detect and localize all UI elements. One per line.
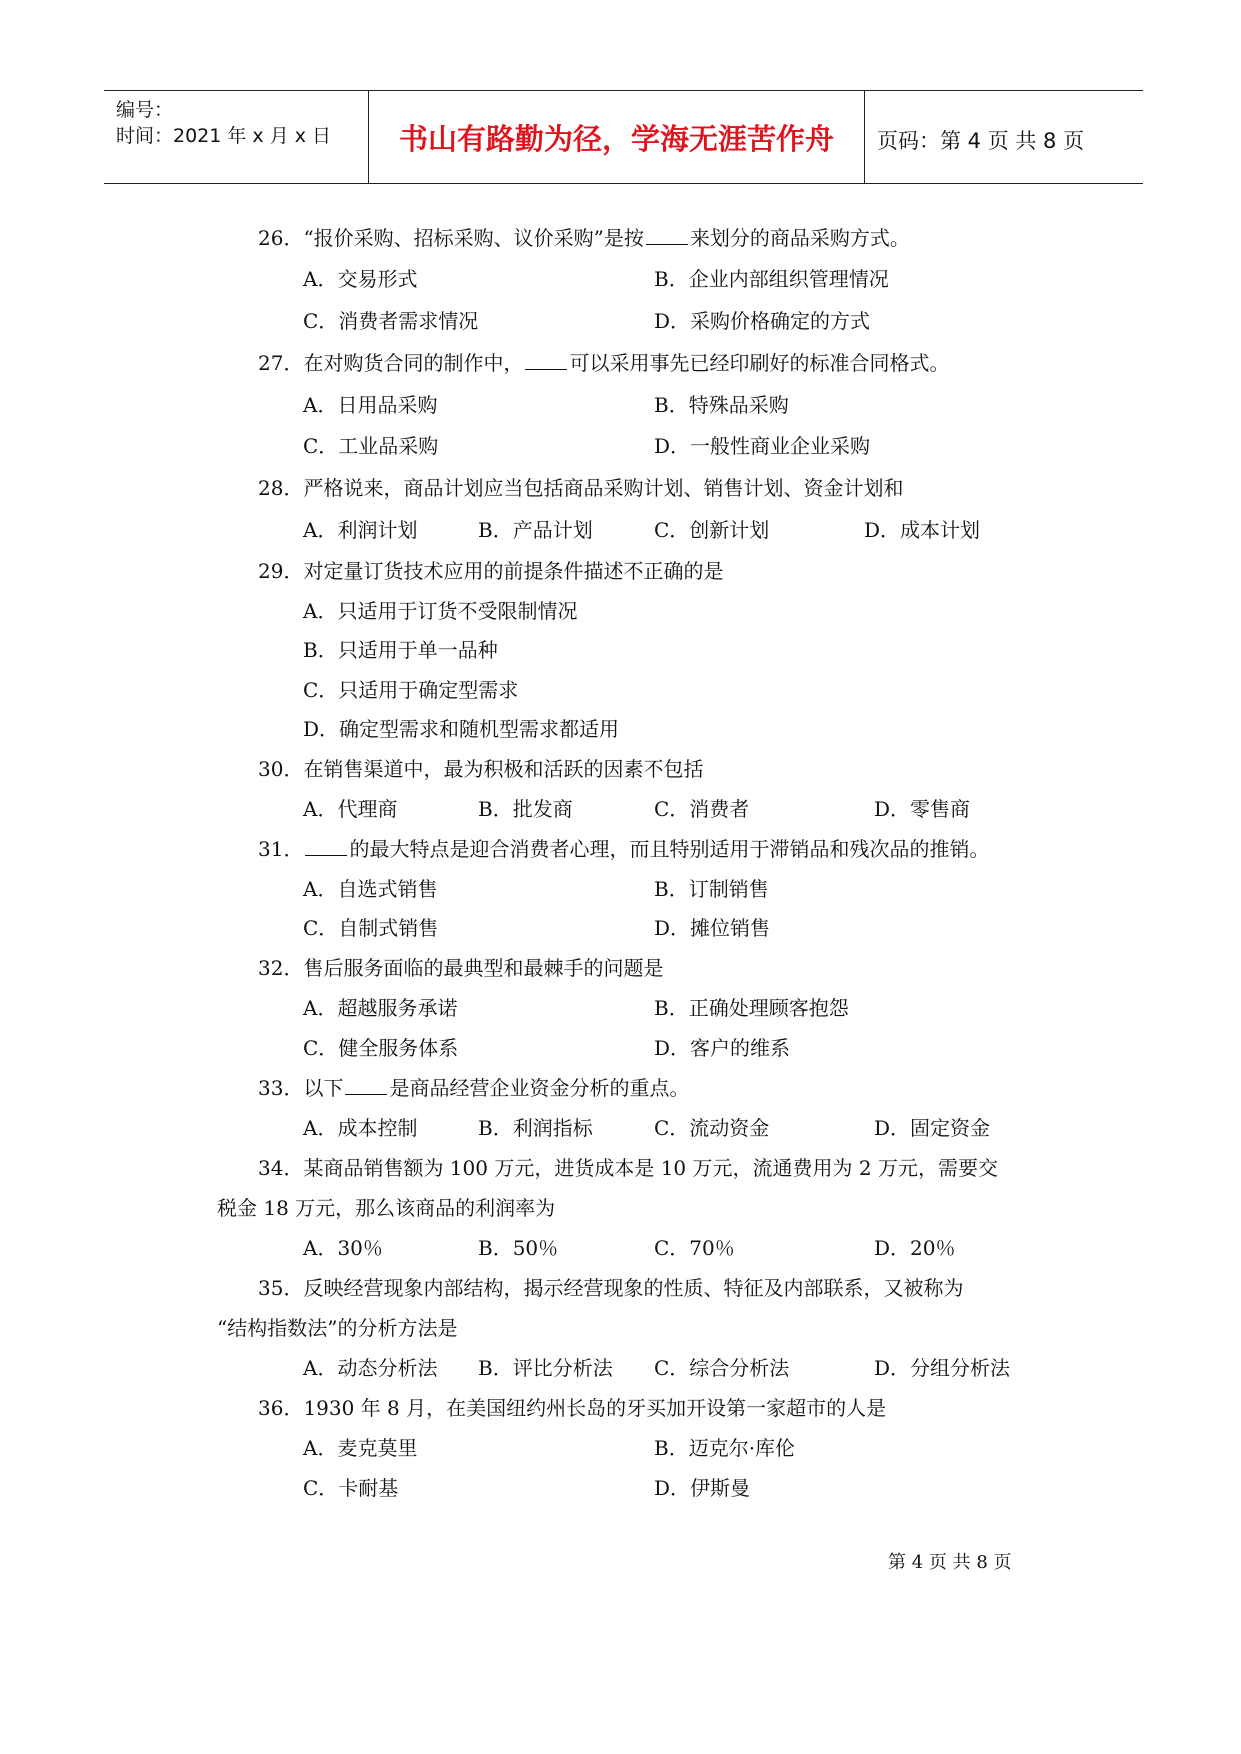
option-b: B．正确处理顾客抱怨 <box>654 996 849 1020</box>
question-35-stem: 35．反映经营现象内部结构，揭示经营现象的性质、特征及内部联系，又被称为 <box>258 1276 964 1300</box>
answer-blank <box>525 351 567 370</box>
question-34-stem-continued: 税金 18 万元，那么该商品的利润率为 <box>217 1196 556 1220</box>
option-d: D．确定型需求和随机型需求都适用 <box>303 717 620 741</box>
option-c: C．健全服务体系 <box>303 1036 459 1060</box>
option-b: B．产品计划 <box>478 518 593 542</box>
option-d: D．客户的维系 <box>654 1036 791 1060</box>
option-b: B．评比分析法 <box>478 1356 613 1380</box>
option-a: A．只适用于订货不受限制情况 <box>303 599 578 623</box>
option-b: B．只适用于单一品种 <box>303 638 498 662</box>
option-b: B．批发商 <box>478 797 573 821</box>
question-33-stem: 33．以下 是商品经营企业资金分析的重点。 <box>258 1076 690 1100</box>
question-27-stem: 27．在对购货合同的制作中， 可以采用事先已经印刷好的标准合同格式。 <box>258 351 950 375</box>
option-d: D．一般性商业企业采购 <box>654 434 871 458</box>
page-footer: 第 4 页 共 8 页 <box>888 1552 1012 1573</box>
question-34-stem: 34．某商品销售额为 100 万元，进货成本是 10 万元，流通费用为 2 万元，需要交 <box>258 1156 998 1180</box>
option-d: D．采购价格确定的方式 <box>654 309 871 333</box>
option-d: D．成本计划 <box>864 518 981 542</box>
time-label: 时间：2021 年 x 月 x 日 <box>116 125 332 147</box>
option-a: A．交易形式 <box>303 267 418 291</box>
option-c: C．综合分析法 <box>654 1356 790 1380</box>
question-30-stem: 30．在销售渠道中，最为积极和活跃的因素不包括 <box>258 757 704 781</box>
option-a: A．利润计划 <box>303 518 418 542</box>
option-c: C．创新计划 <box>654 518 770 542</box>
option-d: D．分组分析法 <box>874 1356 1011 1380</box>
option-b: B．迈克尔·库伦 <box>654 1436 796 1460</box>
option-c: C．卡耐基 <box>303 1476 399 1500</box>
option-d: D．20％ <box>874 1236 956 1260</box>
answer-blank <box>305 837 347 856</box>
page-info: 页码：第 4 页 共 8 页 <box>877 129 1085 153</box>
option-a: A．日用品采购 <box>303 393 438 417</box>
option-d: D．伊斯曼 <box>654 1476 751 1500</box>
option-a: A．超越服务承诺 <box>303 996 458 1020</box>
option-b: B．订制销售 <box>654 877 769 901</box>
option-c: C．消费者需求情况 <box>303 309 479 333</box>
option-a: A．代理商 <box>303 797 398 821</box>
question-26-stem: 26．“报价采购、招标采购、议价采购”是按 来划分的商品采购方式。 <box>258 226 910 250</box>
option-a: A．动态分析法 <box>303 1356 438 1380</box>
option-c: C．流动资金 <box>654 1116 770 1140</box>
option-c: C．工业品采购 <box>303 434 439 458</box>
option-a: A．成本控制 <box>303 1116 418 1140</box>
option-a: A．麦克莫里 <box>303 1436 418 1460</box>
motto-text: 书山有路勤为径，学海无涯苦作舟 <box>398 122 834 156</box>
question-35-stem-continued: “结构指数法”的分析方法是 <box>217 1316 458 1340</box>
question-29-stem: 29．对定量订货技术应用的前提条件描述不正确的是 <box>258 559 724 583</box>
option-b: B．企业内部组织管理情况 <box>654 267 889 291</box>
option-b: B．特殊品采购 <box>654 393 789 417</box>
question-28-stem: 28．严格说来，商品计划应当包括商品采购计划、销售计划、资金计划和 <box>258 476 904 500</box>
option-b: B．利润指标 <box>478 1116 593 1140</box>
header-meta-cell <box>104 91 369 183</box>
option-c: C．自制式销售 <box>303 916 439 940</box>
answer-blank <box>345 1076 387 1095</box>
answer-blank <box>646 226 688 245</box>
header-page-cell <box>865 91 1143 183</box>
option-d: D．零售商 <box>874 797 971 821</box>
option-c: C．消费者 <box>654 797 750 821</box>
option-a: A．30％ <box>303 1236 383 1260</box>
number-label: 编号： <box>116 99 174 121</box>
option-c: C．70％ <box>654 1236 735 1260</box>
option-d: D．固定资金 <box>874 1116 991 1140</box>
option-a: A．自选式销售 <box>303 877 438 901</box>
question-32-stem: 32．售后服务面临的最典型和最棘手的问题是 <box>258 956 664 980</box>
option-b: B．50％ <box>478 1236 559 1260</box>
question-31-stem: 31． 的最大特点是迎合消费者心理，而且特别适用于滞销品和残次品的推销。 <box>258 837 990 861</box>
option-d: D．摊位销售 <box>654 916 771 940</box>
header-motto-cell <box>369 91 865 183</box>
question-36-stem: 36．1930 年 8 月，在美国纽约州长岛的牙买加开设第一家超市的人是 <box>258 1396 887 1420</box>
option-c: C．只适用于确定型需求 <box>303 678 519 702</box>
document-header <box>104 90 1143 184</box>
